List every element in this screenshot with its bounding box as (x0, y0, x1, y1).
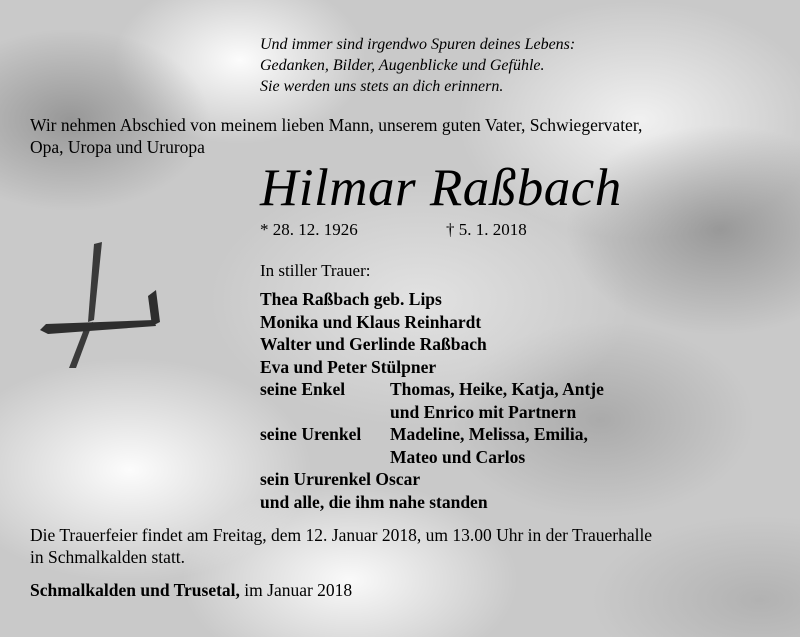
mourner-label: Eva und Peter Stülpner (260, 356, 437, 377)
poem-line-2: Gedanken, Bilder, Augenblicke und Gefühle. (260, 57, 545, 74)
mourner-names: Madeline, Melissa, Emilia, (390, 424, 588, 444)
mourner-label: seine Enkel (260, 379, 346, 399)
place-month: im Januar 2018 (239, 580, 353, 600)
deceased-name: Hilmar Raßbach (260, 159, 622, 217)
poem-line-1: Und immer sind irgendwo Spuren deines Lebens: (260, 36, 576, 53)
mourner-label: Walter und Gerlinde Raßbach (260, 334, 487, 354)
mourner-names: und Enrico mit Partnern (390, 401, 577, 422)
mourner-label: Thea Raßbach geb. Lips (260, 289, 442, 309)
poem (260, 34, 575, 97)
mourning-label: In stiller Trauer: (260, 261, 371, 280)
place-location: Schmalkalden und Trusetal, (30, 580, 240, 600)
mourner-label: und alle, die ihm nahe standen (260, 491, 488, 512)
mourner-label: sein Ururenkel Oscar (260, 469, 421, 489)
poem-line-3: Sie werden uns stets an dich erinnern. (260, 78, 504, 95)
birth-date: * 28. 12. 1926 (260, 220, 358, 239)
funeral-info (30, 524, 652, 568)
life-dates (260, 219, 527, 241)
mourner-label: Monika und Klaus Reinhardt (260, 311, 482, 332)
funeral-line-1: Die Trauerfeier findet am Freitag, dem 12. Januar 2018, um 13.00 Uhr in der Trauerhalle (30, 525, 653, 545)
intro-text (30, 114, 642, 158)
mourner-names: Mateo und Carlos (390, 446, 526, 467)
funeral-line-2: in Schmalkalden statt. (30, 547, 186, 567)
mourner-label: seine Urenkel (260, 424, 362, 444)
glider-icon (36, 240, 166, 370)
mourner-names: Thomas, Heike, Katja, Antje (390, 379, 604, 399)
intro-line-1: Wir nehmen Abschied von meinem lieben Mann, unserem guten Vater, Schwiegervater, (30, 115, 643, 135)
intro-line-2: Opa, Uropa und Ururopa (30, 137, 205, 157)
death-date: † 5. 1. 2018 (446, 220, 527, 239)
place-date (30, 579, 352, 601)
